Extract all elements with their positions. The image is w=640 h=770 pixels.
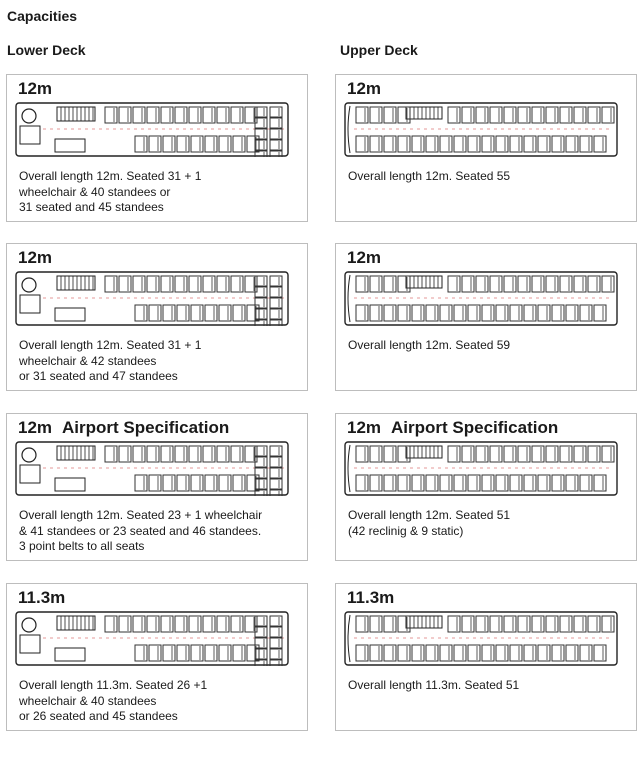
length-label: 12m [347,418,382,437]
card-title [18,588,65,608]
bus-outline [345,612,617,665]
upper-deck-card [335,413,637,561]
capacity-description: Overall length 12m. Seated 23 + 1 wheelchair & 41 standees or 23 seated and 46 standees. 3 point belts to all seats [19,508,263,553]
length-label: 12m [347,79,382,98]
upper-deck-floor-plan [344,611,618,666]
upper-deck-floor-plan [344,441,618,496]
length-label: 11.3m [18,588,66,607]
spec-label: Airport Specification [391,418,559,437]
card-title [18,79,52,99]
card-title [18,248,52,268]
capacity-description: Overall length 12m. Seated 31 + 1 wheelchair & 42 standees or 31 seated and 47 standees [19,338,202,383]
capacity-description: Overall length 12m. Seated 59 [348,338,511,352]
length-label: 12m [18,79,53,98]
lower-deck-floor-plan [15,102,289,157]
card-title [347,248,381,268]
capacity-description: Overall length 12m. Seated 31 + 1 wheelchair & 40 standees or 31 seated and 45 standees [19,169,202,214]
bus-outline [345,272,617,325]
spec-label: Airport Specification [62,418,230,437]
upper-deck-card [335,74,637,222]
lower-deck-card [6,413,308,561]
length-label: 12m [18,418,53,437]
length-label: 11.3m [347,588,395,607]
lower-deck-heading: Lower Deck [7,42,86,58]
capacity-description: Overall length 12m. Seated 55 [348,169,511,183]
upper-deck-card [335,583,637,731]
lower-deck-card [6,583,308,731]
card-title [347,588,394,608]
upper-deck-floor-plan [344,102,618,157]
capacity-description: Overall length 12m. Seated 51 (42 reclinig & 9 static) [348,508,511,538]
bus-outline [345,442,617,495]
card-title [347,418,558,438]
lower-deck-floor-plan [15,271,289,326]
lower-deck-floor-plan [15,611,289,666]
length-label: 12m [18,248,53,267]
bus-outline [345,103,617,156]
lower-deck-card [6,243,308,391]
upper-deck-floor-plan [344,271,618,326]
length-label: 12m [347,248,382,267]
card-title [18,418,229,438]
page-title: Capacities [7,8,78,24]
lower-deck-card [6,74,308,222]
upper-deck-heading: Upper Deck [340,42,418,58]
capacity-description: Overall length 11.3m. Seated 51 [348,678,520,692]
upper-deck-card [335,243,637,391]
lower-deck-floor-plan [15,441,289,496]
capacity-description: Overall length 11.3m. Seated 26 +1 wheelchair & 40 standees or 26 seated and 45 standees [19,678,208,723]
card-title [347,79,381,99]
